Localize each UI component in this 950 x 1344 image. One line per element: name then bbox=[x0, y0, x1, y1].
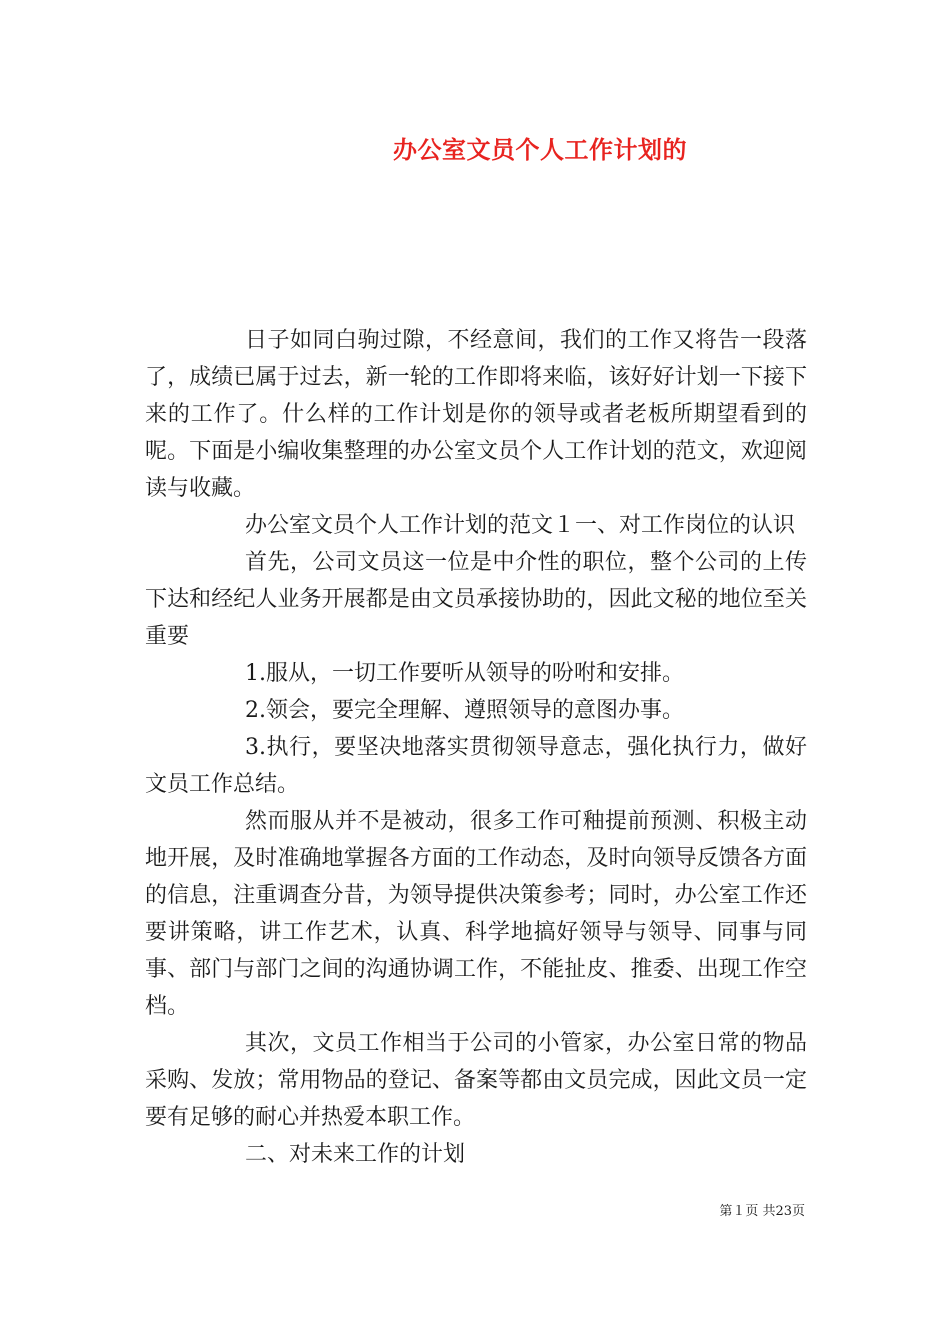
page-number-footer: 第１页 共23页 bbox=[719, 1204, 805, 1219]
paragraph-item-1: 1.服从，一切工作要听从领导的吩咐和安排。 bbox=[245, 661, 684, 686]
document-title: 办公室文员个人工作计划的 bbox=[393, 135, 687, 164]
paragraph-item-3: 3.执行，要坚决地落实贯彻领导意志，强化执行力，做好文员工作总结。 bbox=[145, 735, 807, 797]
paragraph-housekeeping: 其次，文员工作相当于公司的小管家，办公室日常的物品采购、发放；常用物品的登记、备案等都由文员完成，因此文员一定要有足够的耐心并热爱本职工作。 bbox=[145, 1031, 807, 1130]
paragraph-intro: 日子如同白驹过隙，不经意间，我们的工作又将告一段落了，成绩已属于过去，新一轮的工作即将来临，该好好计划一下接下来的工作了。什么样的工作计划是你的领导或者老板所期望看到的呢。下面是小编收集整理的办公室文员个人工作计划的范文，欢迎阅读与收藏。 bbox=[145, 328, 807, 501]
paragraph-item-2: 2.领会，要完全理解、遵照领导的意图办事。 bbox=[245, 698, 684, 723]
document-body bbox=[145, 322, 807, 1173]
paragraph-initiative: 然而服从并不是被动，很多工作可釉提前预测、积极主动地开展，及时准确地掌握各方面的工作动态，及时向领导反馈各方面的信息，注重调查分昔，为领导提供决策参考；同时，办公室工作还要讲策略，讲工作艺术，认真、科学地搞好领导与领导、同事与同事、部门与部门之间的沟通协调工作，不能扯皮、推委、出现工作空档。 bbox=[145, 809, 807, 1019]
paragraph-position-role: 首先，公司文员这一位是中介性的职位，整个公司的上传下达和经纪人业务开展都是由文员承接协助的，因此文秘的地位至关重要 bbox=[145, 550, 807, 649]
paragraph-section-heading-2: 二、对未来工作的计划 bbox=[245, 1142, 466, 1167]
paragraph-section-heading-1: 办公室文员个人工作计划的范文１一、对工作岗位的认识 bbox=[245, 513, 796, 538]
